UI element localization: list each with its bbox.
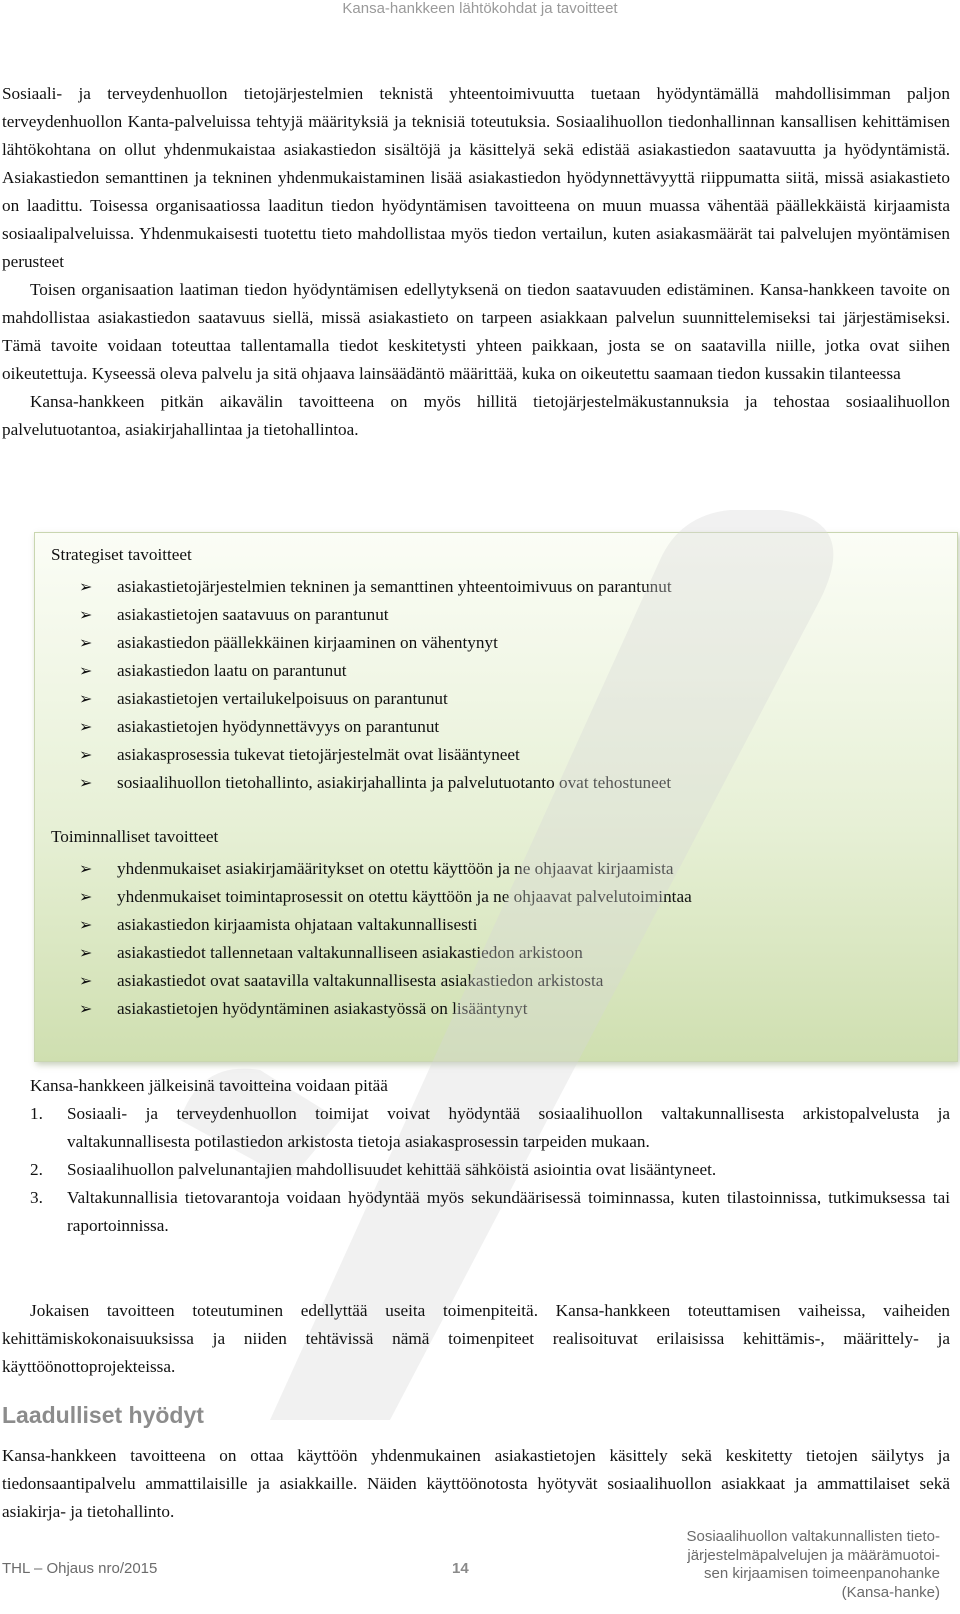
qualitative-benefits-paragraph: Kansa-hankkeen tavoitteena on ottaa käyttöön yhdenmukainen asiakastietojen käsittely sekä keskitetty tietojen säilytys ja tiedonsaantipalvelu ammattilaisille ja asiakkaille. Näiden käyttöönotosta hyötyvät sosiaalihuollon asiakkaat ja ammattilaiset sekä asiakirja- ja tietohallinto. — [2, 1446, 950, 1521]
arrow-bullet-icon: ➢ — [79, 663, 93, 680]
intro-section — [2, 80, 950, 444]
measures-paragraph: Jokaisen tavoitteen toteutuminen edellyttää useita toimenpiteitä. Kansa-hankkeen toteuttamisen vaiheissa, vaiheiden kehittämiskokonaisuuksissa ja niiden tehtävissä nämä toimenpiteet realisoituvat erilaisissa kehittämis-, määrittely- ja käyttöönottoprojekteissa. — [2, 1301, 950, 1376]
arrow-bullet-icon: ➢ — [79, 889, 93, 906]
list-item — [2, 1100, 950, 1156]
list-number: 3. — [30, 1188, 43, 1207]
intro-paragraph-2: Toisen organisaation laatiman tiedon hyödyntämisen edellytyksenä on tiedon saatavuuden edistäminen. Kansa-hankkeen tavoite on mahdollistaa asiakastiedon saatavuus siellä, missä asiakastieto on tarpeen asiakkaan palvelun suunnittelemiseksi tai järjestämiseksi. Tämä tavoite voidaan toteuttaa tallentamalla tiedot keskitetysti yhteen paikkaan, josta se on saatavilla niille, jotka ovat siihen oikeutettuja. Kyseessä oleva palvelu ja sitä ohjaava lainsäädäntö määrittää, kuka on oikeutettu saamaan tiedon kussakin tilanteessa — [2, 280, 950, 383]
list-item-text: asiakasprosessia tukevat tietojärjestelmät ovat lisääntyneet — [117, 745, 520, 764]
list-item-text: asiakastietojen vertailukelpoisuus on parantunut — [117, 689, 448, 708]
arrow-bullet-icon: ➢ — [79, 1001, 93, 1018]
list-number: 2. — [30, 1160, 43, 1179]
list-item — [51, 883, 692, 911]
list-item-text: yhdenmukaiset asiakirjamääritykset on otettu käyttöön ja ne ohjaavat kirjaamista — [117, 859, 674, 878]
strategic-goals-list — [51, 573, 672, 797]
operational-goals-list — [51, 855, 692, 1023]
list-item-text: asiakastietojen hyödynnettävyys on parantunut — [117, 717, 440, 736]
list-item — [51, 769, 672, 797]
later-goals-list — [2, 1100, 950, 1240]
goals-box — [34, 532, 958, 1062]
arrow-bullet-icon: ➢ — [79, 945, 93, 962]
arrow-bullet-icon: ➢ — [79, 861, 93, 878]
arrow-bullet-icon: ➢ — [79, 607, 93, 624]
list-item — [51, 911, 692, 939]
list-item — [51, 939, 692, 967]
list-item-text: asiakastiedon laatu on parantunut — [117, 661, 347, 680]
arrow-bullet-icon: ➢ — [79, 691, 93, 708]
footer-project-line: järjestelmäpalvelujen ja määrämuotoi- — [687, 1546, 940, 1564]
later-goals-intro — [2, 1072, 950, 1100]
intro-paragraph-3: Kansa-hankkeen pitkän aikavälin tavoitteena on myös hillitä tietojärjestelmäkustannuksia ja tehostaa sosiaalihuollon palvelutuotantoa, asiakirjahallintaa ja tietohallintoa. — [2, 392, 950, 439]
list-item — [51, 685, 672, 713]
page-number: 14 — [452, 1560, 469, 1577]
list-item — [2, 1184, 950, 1240]
list-item — [51, 967, 692, 995]
list-item-text: Valtakunnallisia tietovarantoja voidaan hyödyntää myös sekundäärisessä toiminnassa, kuten tilastoinnissa, tutkimuksessa tai raportoinnissa. — [67, 1188, 950, 1235]
footer-project-name — [640, 1528, 940, 1602]
arrow-bullet-icon: ➢ — [79, 747, 93, 764]
list-item-text: asiakastiedot tallennetaan valtakunnalliseen asiakastiedon arkistoon — [117, 943, 583, 962]
arrow-bullet-icon: ➢ — [79, 917, 93, 934]
list-item — [51, 995, 692, 1023]
arrow-bullet-icon: ➢ — [79, 635, 93, 652]
measures-section — [2, 1297, 950, 1381]
list-item — [2, 1156, 950, 1184]
list-item — [51, 601, 672, 629]
list-item-text: sosiaalihuollon tietohallinto, asiakirjahallinta ja palvelutuotanto ovat tehostuneet — [117, 773, 672, 792]
list-item — [51, 657, 672, 685]
arrow-bullet-icon: ➢ — [79, 973, 93, 990]
arrow-bullet-icon: ➢ — [79, 775, 93, 792]
arrow-bullet-icon: ➢ — [79, 579, 93, 596]
footer-project-line: sen kirjaamisen toimeenpanohanke — [704, 1565, 940, 1582]
later-goals-intro-text: Kansa-hankkeen jälkeisinä tavoitteina voidaan pitää — [30, 1076, 388, 1095]
list-item — [51, 573, 672, 601]
qualitative-benefits-section — [2, 1442, 950, 1526]
footer-project-line: (Kansa-hanke) — [841, 1583, 940, 1601]
list-item — [51, 629, 672, 657]
list-item — [51, 741, 672, 769]
list-item — [51, 713, 672, 741]
list-item-text: Sosiaalihuollon palvelunantajien mahdollisuudet kehittää sähköistä asiointia ovat lisääntyneet. — [67, 1160, 717, 1179]
list-item-text: asiakastietojen saatavuus on parantunut — [117, 605, 389, 624]
list-item — [51, 855, 692, 883]
list-item-text: asiakastiedot ovat saatavilla valtakunnallisesta asiakastiedon arkistosta — [117, 971, 604, 990]
list-item-text: asiakastietojen hyödyntäminen asiakastyössä on lisääntynyt — [117, 999, 528, 1018]
footer-project-line: Sosiaalihuollon valtakunnallisten tieto- — [686, 1528, 940, 1545]
arrow-bullet-icon: ➢ — [79, 719, 93, 736]
list-item-text: asiakastiedon kirjaamista ohjataan valtakunnallisesti — [117, 915, 478, 934]
footer-publication: THL – Ohjaus nro/2015 — [2, 1560, 158, 1577]
list-number: 1. — [30, 1104, 43, 1123]
list-item-text: asiakastiedon päällekkäinen kirjaaminen on vähentynyt — [117, 633, 498, 652]
operational-goals-heading: Toiminnalliset tavoitteet — [51, 827, 219, 846]
list-item-text: Sosiaali- ja terveydenhuollon toimijat voivat hyödyntää sosiaalihuollon valtakunnallisesta arkistopalvelusta ja valtakunnallisesta potilastiedon arkistosta tietoja asiakasprosessin tarpeiden mukaan. — [67, 1104, 950, 1151]
running-header: Kansa-hankkeen lähtökohdat ja tavoitteet — [342, 0, 618, 17]
list-item-text: yhdenmukaiset toimintaprosessit on otettu käyttöön ja ne ohjaavat palvelutoimintaa — [117, 887, 692, 906]
section-title-qualitative-benefits: Laadulliset hyödyt — [2, 1402, 204, 1428]
list-item-text: asiakastietojärjestelmien tekninen ja semanttinen yhteentoimivuus on parantunut — [117, 577, 672, 596]
strategic-goals-heading: Strategiset tavoitteet — [51, 545, 192, 564]
intro-paragraph-1: Sosiaali- ja terveydenhuollon tietojärjestelmien teknistä yhteentoimivuutta tuetaan hyödyntämällä mahdollisimman paljon terveydenhuollon Kanta-palveluissa tehtyjä määrityksiä ja teknisiä toteutuksia. Sosiaalihuollon tiedonhallinnan kansallisen kehittämisen lähtökohtana on ollut yhdenmukaistaa asiakastiedon sisältöjä ja käsittelyä sekä edistää asiakastiedon saatavuutta ja hyödyntämistä. Asiakastiedon semanttinen ja tekninen yhdenmukaistaminen lisää asiakastiedon hyödynnettävyyttä riippumatta siitä, missä asiakastieto on laadittu. Toisessa organisaatiossa laaditun tiedon hyödyntämisen tavoitteena on muun muassa vähentää päällekkäistä kirjaamista sosiaalipalveluissa. Yhdenmukaisesti tuotettu tieto mahdollistaa myös tiedon vertailun, kuten asiakasmäärät tai palvelujen myöntämisen perusteet — [2, 84, 950, 271]
